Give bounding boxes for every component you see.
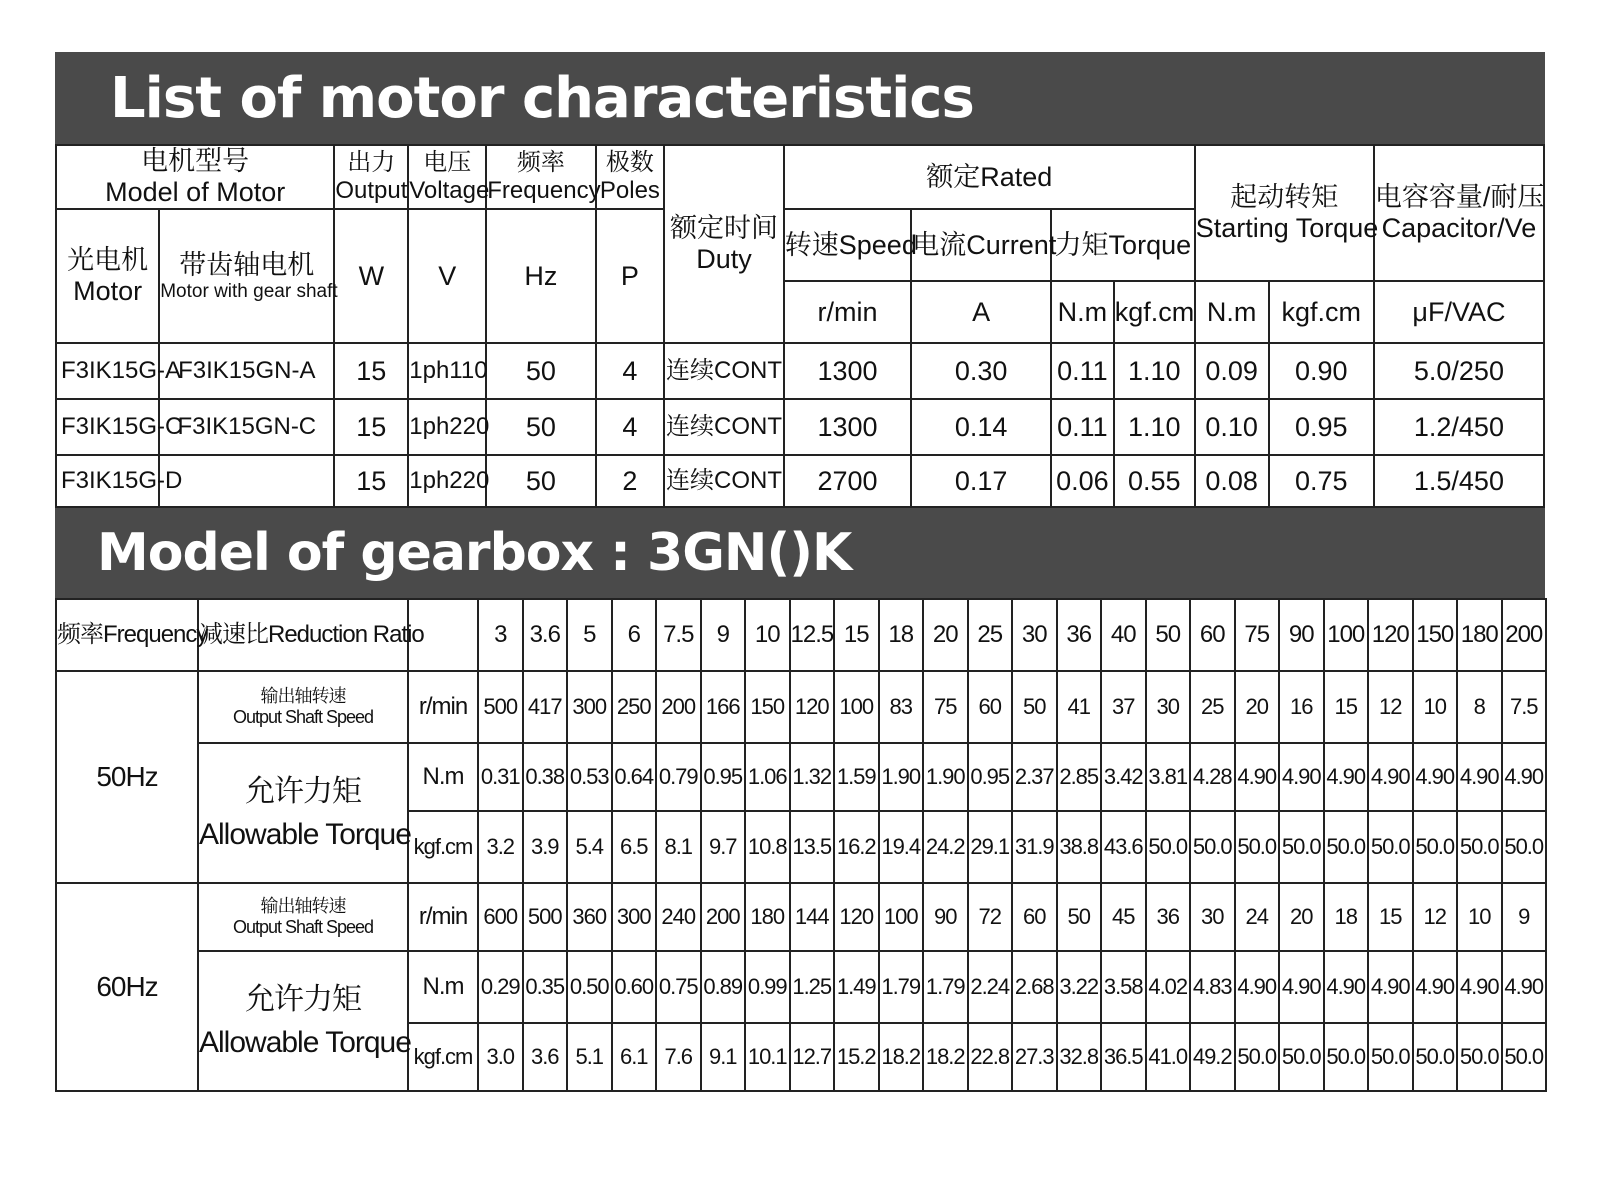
ratio-value: 18 <box>879 599 924 671</box>
ratio-value: 36 <box>1057 599 1102 671</box>
output-header <box>334 145 408 209</box>
torque-kgf-cell: 43.6 <box>1101 811 1146 883</box>
torque-kgf-cell: 50.0 <box>1457 1023 1502 1091</box>
speed-cell: 100 <box>834 671 879 743</box>
capacitor-header <box>1374 145 1544 281</box>
output-shaft-speed-label <box>198 883 408 951</box>
torque-kgf-cell: 6.1 <box>612 1023 657 1091</box>
speed-value: 1300 <box>784 343 912 399</box>
capacitor-value: 1.2/450 <box>1374 399 1544 455</box>
torque-nm-value: 0.11 <box>1051 399 1114 455</box>
motor-col-header <box>56 209 159 343</box>
unit-output: W <box>334 209 408 343</box>
speed-cell: 16 <box>1279 671 1324 743</box>
torque-header: 力矩Torque <box>1051 209 1195 281</box>
torque-kgf-cell: 9.1 <box>701 1023 746 1091</box>
unit-frequency: Hz <box>486 209 595 343</box>
torque-label-en: Allowable Torque <box>199 818 411 852</box>
current-header: 电流Current <box>911 209 1051 281</box>
torque-kgf-cell: 5.4 <box>567 811 612 883</box>
torque-kgf-cell: 50.0 <box>1324 1023 1369 1091</box>
torque-nm-cell: 0.31 <box>478 743 523 811</box>
speed-cell: 12 <box>1368 671 1413 743</box>
poles-header-zh: 极数 <box>605 149 654 177</box>
ratio-header-row <box>56 599 1546 671</box>
speed-cell: 600 <box>478 883 523 951</box>
output-header-zh: 出力 <box>347 149 396 177</box>
torque-kgf-cell: 50.0 <box>1413 811 1458 883</box>
torque-kgf-cell: 32.8 <box>1057 1023 1102 1091</box>
torque-kgf-cell: 50.0 <box>1279 1023 1324 1091</box>
unit-torque-kgf: kgf.cm <box>1114 281 1195 343</box>
unit-capacitor: μF/VAC <box>1374 281 1544 343</box>
speed-label-zh: 输出轴转速 <box>260 895 346 916</box>
torque-nm-cell: 0.79 <box>656 743 701 811</box>
start-nm-value: 0.09 <box>1195 343 1269 399</box>
ratio-value: 25 <box>968 599 1013 671</box>
ratio-value: 20 <box>923 599 968 671</box>
ratio-value: 180 <box>1457 599 1502 671</box>
poles-value: 2 <box>596 455 665 507</box>
model-header <box>56 145 334 209</box>
gear-motor-col-zh: 带齿轴电机 <box>179 249 315 280</box>
motor-header-row-1 <box>56 145 1544 209</box>
torque-nm-cell: 0.95 <box>968 743 1013 811</box>
torque-nm-cell: 0.53 <box>567 743 612 811</box>
unit-speed: r/min <box>408 883 478 951</box>
gear-motor-col-en: Motor with gear shaft <box>160 280 338 302</box>
capacitor-value: 5.0/250 <box>1374 343 1544 399</box>
duty-value: 连续CONT <box>664 343 783 399</box>
frequency-value: 50 <box>486 455 595 507</box>
unit-start-kgf: kgf.cm <box>1269 281 1374 343</box>
speed-cell: 12 <box>1413 883 1458 951</box>
speed-row <box>56 883 1546 951</box>
voltage-value: 1ph220 <box>408 455 486 507</box>
current-value: 0.14 <box>911 399 1051 455</box>
torque-nm-cell: 4.90 <box>1502 951 1547 1023</box>
poles-header <box>596 145 665 209</box>
unit-voltage: V <box>408 209 486 343</box>
start-kgf-value: 0.75 <box>1269 455 1374 507</box>
torque-nm-cell: 2.68 <box>1012 951 1057 1023</box>
motor-col-en: Motor <box>73 276 143 307</box>
unit-kgf: kgf.cm <box>408 811 478 883</box>
motor-col-zh: 光电机 <box>67 245 149 276</box>
poles-value: 4 <box>596 343 665 399</box>
speed-label-zh: 输出轴转速 <box>260 685 346 706</box>
speed-cell: 24 <box>1235 883 1280 951</box>
torque-nm-value: 0.11 <box>1051 343 1114 399</box>
ratio-value: 3.6 <box>523 599 568 671</box>
frequency-group-label: 50Hz <box>56 671 198 883</box>
torque-kgf-cell: 15.2 <box>834 1023 879 1091</box>
output-header-en: Output <box>335 177 408 205</box>
frequency-value: 50 <box>486 343 595 399</box>
torque-kgf-cell: 18.2 <box>923 1023 968 1091</box>
torque-nm-cell: 4.90 <box>1279 951 1324 1023</box>
speed-cell: 8 <box>1457 671 1502 743</box>
torque-kgf-cell: 3.0 <box>478 1023 523 1091</box>
starting-torque-zh: 起动转矩 <box>1230 182 1339 212</box>
rated-header: 额定Rated <box>784 145 1195 209</box>
torque-kgf-cell: 24.2 <box>923 811 968 883</box>
torque-label-en: Allowable Torque <box>199 1026 411 1060</box>
gear-motor-model <box>159 455 334 507</box>
ratio-value: 120 <box>1368 599 1413 671</box>
torque-kgf-cell: 36.5 <box>1101 1023 1146 1091</box>
torque-kgf-cell: 27.3 <box>1012 1023 1057 1091</box>
torque-nm-cell: 4.90 <box>1368 743 1413 811</box>
start-kgf-value: 0.95 <box>1269 399 1374 455</box>
output-value: 15 <box>334 455 408 507</box>
torque-kgf-cell: 18.2 <box>879 1023 924 1091</box>
speed-cell: 50 <box>1012 671 1057 743</box>
unit-kgf: kgf.cm <box>408 1023 478 1091</box>
duty-header-en: Duty <box>696 244 752 275</box>
torque-kgf-cell: 38.8 <box>1057 811 1102 883</box>
torque-nm-cell: 4.83 <box>1190 951 1235 1023</box>
frequency-header <box>486 145 601 209</box>
starting-torque-header <box>1195 145 1379 281</box>
unit-nm: N.m <box>408 743 478 811</box>
torque-nm-cell: 4.28 <box>1190 743 1235 811</box>
gearbox-model-title <box>55 508 1545 598</box>
speed-cell: 180 <box>745 883 790 951</box>
voltage-value: 1ph110 <box>408 343 486 399</box>
torque-kgf-cell: 50.0 <box>1235 811 1280 883</box>
speed-cell: 417 <box>523 671 568 743</box>
torque-nm-cell: 3.58 <box>1101 951 1146 1023</box>
speed-cell: 200 <box>701 883 746 951</box>
torque-nm-cell: 4.90 <box>1324 743 1369 811</box>
torque-nm-cell: 4.90 <box>1502 743 1547 811</box>
torque-kgf-cell: 50.0 <box>1190 811 1235 883</box>
speed-cell: 300 <box>612 883 657 951</box>
torque-nm-cell: 4.90 <box>1413 951 1458 1023</box>
torque-kgf-cell: 7.6 <box>656 1023 701 1091</box>
speed-cell: 20 <box>1279 883 1324 951</box>
speed-row <box>56 671 1546 743</box>
output-shaft-speed-label <box>198 671 408 743</box>
capacitor-header-zh: 电容容量/耐压 <box>1374 182 1545 212</box>
current-value: 0.17 <box>911 455 1051 507</box>
voltage-header-zh: 电压 <box>423 149 472 177</box>
torque-nm-cell: 1.90 <box>879 743 924 811</box>
speed-cell: 120 <box>834 883 879 951</box>
torque-nm-cell: 4.02 <box>1146 951 1191 1023</box>
torque-kgf-cell: 10.1 <box>745 1023 790 1091</box>
speed-cell: 500 <box>478 671 523 743</box>
ratio-value: 6 <box>612 599 657 671</box>
torque-kgf-cell: 50.0 <box>1413 1023 1458 1091</box>
allowable-torque-label <box>198 951 411 1091</box>
torque-kgf-cell: 22.8 <box>968 1023 1013 1091</box>
speed-cell: 15 <box>1368 883 1413 951</box>
torque-nm-cell: 1.25 <box>790 951 835 1023</box>
torque-kgf-cell: 12.7 <box>790 1023 835 1091</box>
torque-nm-cell: 3.42 <box>1101 743 1146 811</box>
ratio-value: 9 <box>701 599 746 671</box>
torque-kgf-cell: 5.1 <box>567 1023 612 1091</box>
speed-value: 2700 <box>784 455 912 507</box>
start-nm-value: 0.10 <box>1195 399 1269 455</box>
speed-cell: 10 <box>1457 883 1502 951</box>
voltage-header-en: Voltage <box>409 177 490 205</box>
torque-nm-cell: 4.90 <box>1457 743 1502 811</box>
motor-characteristics-table <box>55 144 1545 508</box>
torque-nm-cell: 1.90 <box>923 743 968 811</box>
torque-nm-cell: 1.49 <box>834 951 879 1023</box>
motor-title-text: List of motor characteristics <box>110 65 974 131</box>
torque-kgf-cell: 50.0 <box>1235 1023 1280 1091</box>
torque-kgf-cell: 31.9 <box>1012 811 1057 883</box>
speed-cell: 60 <box>968 671 1013 743</box>
torque-nm-cell: 1.79 <box>879 951 924 1023</box>
torque-nm-cell: 4.90 <box>1368 951 1413 1023</box>
speed-cell: 10 <box>1413 671 1458 743</box>
torque-nm-cell: 2.37 <box>1012 743 1057 811</box>
speed-cell: 100 <box>879 883 924 951</box>
unit-poles: P <box>596 209 665 343</box>
ratio-value: 7.5 <box>656 599 701 671</box>
ratio-value: 200 <box>1502 599 1547 671</box>
frequency-label: 频率Frequency <box>56 599 198 671</box>
speed-cell: 72 <box>968 883 1013 951</box>
ratio-value: 40 <box>1101 599 1146 671</box>
torque-nm-cell: 0.99 <box>745 951 790 1023</box>
speed-cell: 20 <box>1235 671 1280 743</box>
torque-kgf-cell: 10.8 <box>745 811 790 883</box>
unit-current: A <box>911 281 1051 343</box>
speed-cell: 83 <box>879 671 924 743</box>
table-row <box>56 455 1544 507</box>
speed-cell: 30 <box>1146 671 1191 743</box>
allowable-torque-label <box>198 743 411 883</box>
ratio-value: 75 <box>1235 599 1280 671</box>
torque-nm-cell: 3.22 <box>1057 951 1102 1023</box>
torque-kgf-cell: 6.5 <box>612 811 657 883</box>
speed-cell: 37 <box>1101 671 1146 743</box>
unit-nm: N.m <box>408 951 478 1023</box>
torque-nm-cell: 4.90 <box>1413 743 1458 811</box>
torque-nm-cell: 2.85 <box>1057 743 1102 811</box>
torque-label-zh: 允许力矩 <box>245 774 361 808</box>
torque-kgf-cell: 50.0 <box>1146 811 1191 883</box>
speed-cell: 200 <box>656 671 701 743</box>
torque-kgf-cell: 16.2 <box>834 811 879 883</box>
duty-header <box>664 145 783 343</box>
torque-nm-cell: 0.35 <box>523 951 568 1023</box>
torque-nm-cell: 3.81 <box>1146 743 1191 811</box>
gear-motor-col-header <box>159 209 338 343</box>
model-header-zh: 电机型号 <box>141 146 250 176</box>
speed-cell: 240 <box>656 883 701 951</box>
speed-cell: 360 <box>567 883 612 951</box>
speed-cell: 7.5 <box>1502 671 1547 743</box>
speed-cell: 18 <box>1324 883 1369 951</box>
torque-kgf-cell: 19.4 <box>879 811 924 883</box>
gear-motor-model: F3IK15GN-C <box>159 399 334 455</box>
ratio-value: 50 <box>1146 599 1191 671</box>
torque-nm-value: 0.06 <box>1051 455 1114 507</box>
ratio-value: 10 <box>745 599 790 671</box>
ratio-label: 减速比Reduction Ratio <box>198 599 408 671</box>
spec-sheet <box>55 52 1545 1092</box>
unit-speed: r/min <box>784 281 912 343</box>
torque-nm-cell: 4.90 <box>1235 951 1280 1023</box>
torque-kgf-cell: 50.0 <box>1502 1023 1547 1091</box>
torque-nm-row <box>56 743 1546 811</box>
speed-cell: 120 <box>790 671 835 743</box>
torque-nm-cell: 1.06 <box>745 743 790 811</box>
speed-cell: 50 <box>1057 883 1102 951</box>
ratio-value: 12.5 <box>790 599 835 671</box>
torque-kgf-cell: 13.5 <box>790 811 835 883</box>
torque-nm-cell: 0.60 <box>612 951 657 1023</box>
gearbox-table <box>55 598 1547 1092</box>
speed-cell: 500 <box>523 883 568 951</box>
torque-nm-cell: 0.29 <box>478 951 523 1023</box>
torque-nm-cell: 1.79 <box>923 951 968 1023</box>
torque-nm-cell: 4.90 <box>1457 951 1502 1023</box>
speed-cell: 60 <box>1012 883 1057 951</box>
speed-cell: 45 <box>1101 883 1146 951</box>
torque-nm-cell: 0.64 <box>612 743 657 811</box>
output-value: 15 <box>334 399 408 455</box>
speed-cell: 166 <box>701 671 746 743</box>
start-kgf-value: 0.90 <box>1269 343 1374 399</box>
gearbox-title-text: Model of gearbox : 3GN()K <box>97 523 852 584</box>
frequency-header-en: Frequency <box>487 177 601 205</box>
voltage-value: 1ph220 <box>408 399 486 455</box>
ratio-value: 150 <box>1413 599 1458 671</box>
table-row <box>56 399 1544 455</box>
start-nm-value: 0.08 <box>1195 455 1269 507</box>
capacitor-header-en: Capacitor/Ve <box>1381 213 1537 244</box>
torque-nm-cell: 0.75 <box>656 951 701 1023</box>
speed-cell: 90 <box>923 883 968 951</box>
speed-cell: 144 <box>790 883 835 951</box>
motor-characteristics-title <box>55 52 1545 144</box>
model-header-en: Model of Motor <box>105 177 286 208</box>
torque-nm-cell: 1.32 <box>790 743 835 811</box>
speed-cell: 41 <box>1057 671 1102 743</box>
frequency-group-label: 60Hz <box>56 883 198 1091</box>
speed-label-en: Output Shaft Speed <box>232 917 374 938</box>
motor-model: F3IK15G-D <box>56 455 159 507</box>
gear-motor-model: F3IK15GN-A <box>159 343 334 399</box>
duty-value: 连续CONT <box>664 399 783 455</box>
speed-cell: 30 <box>1190 883 1235 951</box>
frequency-value: 50 <box>486 399 595 455</box>
torque-nm-cell: 0.38 <box>523 743 568 811</box>
voltage-header <box>408 145 490 209</box>
poles-header-en: Poles <box>599 177 660 205</box>
torque-kgf-cell: 8.1 <box>656 811 701 883</box>
torque-kgf-value: 1.10 <box>1114 399 1195 455</box>
torque-kgf-cell: 50.0 <box>1368 811 1413 883</box>
speed-label-en: Output Shaft Speed <box>232 707 374 728</box>
torque-label-zh: 允许力矩 <box>245 982 361 1016</box>
motor-model: F3IK15G-C <box>56 399 159 455</box>
ratio-value: 15 <box>834 599 879 671</box>
output-value: 15 <box>334 343 408 399</box>
current-value: 0.30 <box>911 343 1051 399</box>
torque-nm-cell: 1.59 <box>834 743 879 811</box>
torque-nm-cell: 4.90 <box>1235 743 1280 811</box>
torque-nm-cell: 2.24 <box>968 951 1013 1023</box>
unit-start-nm: N.m <box>1195 281 1269 343</box>
torque-kgf-cell: 9.7 <box>701 811 746 883</box>
ratio-value: 90 <box>1279 599 1324 671</box>
torque-kgf-cell: 50.0 <box>1502 811 1547 883</box>
starting-torque-en: Starting Torque <box>1195 213 1379 244</box>
torque-kgf-cell: 50.0 <box>1368 1023 1413 1091</box>
torque-kgf-cell: 29.1 <box>968 811 1013 883</box>
torque-nm-row <box>56 951 1546 1023</box>
capacitor-value: 1.5/450 <box>1374 455 1544 507</box>
torque-kgf-value: 0.55 <box>1114 455 1195 507</box>
speed-cell: 25 <box>1190 671 1235 743</box>
speed-cell: 75 <box>923 671 968 743</box>
ratio-value: 5 <box>567 599 612 671</box>
ratio-value: 30 <box>1012 599 1057 671</box>
speed-cell: 36 <box>1146 883 1191 951</box>
torque-kgf-value: 1.10 <box>1114 343 1195 399</box>
table-row <box>56 343 1544 399</box>
duty-value: 连续CONT <box>664 455 783 507</box>
torque-kgf-cell: 3.2 <box>478 811 523 883</box>
torque-kgf-cell: 3.6 <box>523 1023 568 1091</box>
speed-header: 转速Speed <box>784 209 912 281</box>
torque-nm-cell: 0.95 <box>701 743 746 811</box>
torque-nm-cell: 4.90 <box>1279 743 1324 811</box>
frequency-header-zh: 频率 <box>516 149 565 177</box>
torque-nm-cell: 4.90 <box>1324 951 1369 1023</box>
speed-cell: 9 <box>1502 883 1547 951</box>
torque-kgf-cell: 49.2 <box>1190 1023 1235 1091</box>
ratio-value: 3 <box>478 599 523 671</box>
duty-header-zh: 额定时间 <box>670 213 779 243</box>
torque-nm-cell: 0.89 <box>701 951 746 1023</box>
motor-model: F3IK15G-A <box>56 343 159 399</box>
ratio-value: 100 <box>1324 599 1369 671</box>
torque-kgf-cell: 50.0 <box>1279 811 1324 883</box>
ratio-value: 60 <box>1190 599 1235 671</box>
speed-cell: 300 <box>567 671 612 743</box>
torque-kgf-cell: 50.0 <box>1457 811 1502 883</box>
torque-kgf-cell: 3.9 <box>523 811 568 883</box>
unit-speed: r/min <box>408 671 478 743</box>
speed-cell: 150 <box>745 671 790 743</box>
speed-value: 1300 <box>784 399 912 455</box>
speed-cell: 250 <box>612 671 657 743</box>
poles-value: 4 <box>596 399 665 455</box>
torque-nm-cell: 0.50 <box>567 951 612 1023</box>
unit-torque-nm: N.m <box>1051 281 1114 343</box>
speed-cell: 15 <box>1324 671 1369 743</box>
torque-kgf-cell: 50.0 <box>1324 811 1369 883</box>
torque-kgf-cell: 41.0 <box>1146 1023 1191 1091</box>
